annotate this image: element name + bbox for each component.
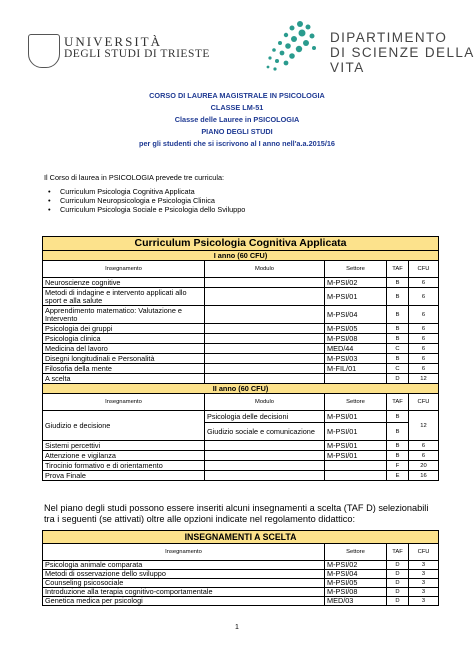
curricula-list (44, 187, 245, 214)
table-row (43, 441, 439, 451)
column-header-course: Insegnamento (43, 544, 325, 561)
taf-cell: B (387, 441, 409, 451)
module-cell (205, 334, 325, 344)
sector-cell: M-PSI/01 (325, 451, 387, 461)
module-cell (205, 461, 325, 471)
year1-title: I anno (60 CFU) (43, 251, 439, 261)
course-cell: Tirocinio formativo e di orientamento (43, 461, 205, 471)
course-cell: Metodi di osservazione dello sviluppo (43, 570, 325, 579)
sector-cell: M-PSI/01 (325, 411, 387, 423)
course-cell: Apprendimento matematico: Valutazione e Intervento (43, 306, 205, 324)
sector-cell: M-PSI/05 (325, 324, 387, 334)
cfu-cell: 6 (409, 441, 439, 451)
table-row (43, 334, 439, 344)
sector-cell: M-PSI/04 (325, 570, 387, 579)
taf-cell: B (387, 451, 409, 461)
course-cell: Psicologia animale comparata (43, 561, 325, 570)
course-cell: Prova Finale (43, 471, 205, 481)
table-row (43, 324, 439, 334)
table-row (43, 306, 439, 324)
university-name-line1: UNIVERSITÀ (64, 34, 162, 49)
year1-rows (43, 278, 439, 384)
taf-cell: D (387, 579, 409, 588)
cfu-cell: 6 (409, 334, 439, 344)
taf-cell: B (387, 334, 409, 344)
taf-cell: C (387, 364, 409, 374)
list-item: • Curriculum Neuropsicologia e Psicologia Clinica (44, 196, 245, 205)
module-cell (205, 354, 325, 364)
table-row (43, 411, 439, 423)
column-header-course: Insegnamento (43, 261, 205, 278)
column-header-taf: TAF (387, 394, 409, 411)
sector-cell: M-PSI/01 (325, 441, 387, 451)
title-class: CLASSE LM-51 (210, 103, 264, 112)
module-cell (205, 324, 325, 334)
sector-cell: M-PSI/08 (325, 588, 387, 597)
taf-cell: F (387, 461, 409, 471)
module-cell: Giudizio sociale e comunicazione (205, 423, 325, 441)
column-header-course: Insegnamento (43, 394, 205, 411)
module-cell (205, 374, 325, 384)
title-class-description: Classe delle Lauree in PSICOLOGIA (174, 115, 300, 124)
course-cell: Genetica medica per psicologi (43, 597, 325, 606)
taf-cell: B (387, 278, 409, 288)
sector-cell (325, 374, 387, 384)
course-cell: Attenzione e vigilanza (43, 451, 205, 461)
table-header-row (43, 544, 439, 561)
column-header-taf: TAF (387, 544, 409, 561)
module-cell: Psicologia delle decisioni (205, 411, 325, 423)
cfu-cell: 3 (409, 570, 439, 579)
university-crest-logo (28, 34, 60, 68)
cfu-cell: 6 (409, 278, 439, 288)
cfu-cell: 12 (409, 374, 439, 384)
study-plan-table (42, 236, 439, 481)
cfu-cell: 6 (409, 451, 439, 461)
table-row (43, 364, 439, 374)
module-cell (205, 471, 325, 481)
module-cell (205, 278, 325, 288)
cfu-cell: 6 (409, 288, 439, 306)
taf-cell: D (387, 561, 409, 570)
column-header-cfu: CFU (409, 544, 439, 561)
taf-cell: B (387, 354, 409, 364)
sector-cell: M-PSI/03 (325, 354, 387, 364)
sector-cell: M-FIL/01 (325, 364, 387, 374)
column-header-module: Modulo (205, 394, 325, 411)
electives-note: Nel piano degli studi possono essere inseriti alcuni insegnamenti a scelta (TAF D) selezionabili tra i seguenti (se attivati) oltre alle opzioni indicate nel regolamento didattico: (44, 503, 429, 524)
cfu-cell: 6 (409, 364, 439, 374)
sector-cell: M-PSI/01 (325, 288, 387, 306)
module-cell (205, 451, 325, 461)
sector-cell (325, 461, 387, 471)
electives-title: INSEGNAMENTI A SCELTA (43, 531, 439, 544)
course-cell: Introduzione alla terapia cognitivo-comportamentale (43, 588, 325, 597)
taf-cell: C (387, 344, 409, 354)
table-row (43, 288, 439, 306)
course-cell: A scelta (43, 374, 205, 384)
module-cell (205, 288, 325, 306)
sector-cell: MED/03 (325, 597, 387, 606)
department-name-line1: DIPARTIMENTO (330, 30, 448, 45)
course-cell: Medicina del lavoro (43, 344, 205, 354)
department-logo-mark (262, 18, 322, 74)
department-name (330, 30, 474, 75)
table-header-row (43, 261, 439, 278)
sector-cell: M-PSI/01 (325, 423, 387, 441)
cfu-cell: 3 (409, 597, 439, 606)
course-cell: Filosofia della mente (43, 364, 205, 374)
list-item: • Curriculum Psicologia Cognitiva Applicata (44, 187, 245, 196)
year2-title: II anno (60 CFU) (43, 384, 439, 394)
column-header-sector: Settore (325, 544, 387, 561)
sector-cell: M-PSI/02 (325, 278, 387, 288)
group-course-cell: Giudizio e decisione (43, 411, 205, 441)
module-cell (205, 306, 325, 324)
page-number: 1 (235, 624, 239, 631)
column-header-sector: Settore (325, 394, 387, 411)
taf-cell: D (387, 588, 409, 597)
taf-cell: D (387, 597, 409, 606)
module-cell (205, 344, 325, 354)
module-cell (205, 441, 325, 451)
sector-cell: MED/44 (325, 344, 387, 354)
list-item: • Curriculum Psicologia Sociale e Psicologia dello Sviluppo (44, 205, 245, 214)
cfu-cell: 6 (409, 324, 439, 334)
sector-cell: M-PSI/02 (325, 561, 387, 570)
table-row (43, 461, 439, 471)
department-name-line2: DI SCIENZE DELLA VITA (330, 45, 474, 75)
university-name-line2: DEGLI STUDI DI TRIESTE (64, 48, 210, 60)
table-header-row (43, 394, 439, 411)
electives-table (42, 530, 439, 606)
column-header-sector: Settore (325, 261, 387, 278)
title-study-plan: PIANO DEGLI STUDI (201, 127, 273, 136)
title-course: CORSO DI LAUREA MAGISTRALE IN PSICOLOGIA (149, 91, 325, 100)
title-academic-year: per gli studenti che si iscrivono al I anno nell'a.a.2015/16 (139, 139, 335, 148)
course-cell: Sistemi percettivi (43, 441, 205, 451)
group-cfu-cell: 12 (409, 411, 439, 441)
table-row (43, 374, 439, 384)
table-row (43, 471, 439, 481)
column-header-module: Modulo (205, 261, 325, 278)
taf-cell: D (387, 374, 409, 384)
cfu-cell: 6 (409, 306, 439, 324)
taf-cell: B (387, 306, 409, 324)
university-name (64, 35, 210, 61)
cfu-cell: 3 (409, 588, 439, 597)
column-header-cfu: CFU (409, 261, 439, 278)
table-row (43, 278, 439, 288)
course-cell: Psicologia clinica (43, 334, 205, 344)
cfu-cell: 6 (409, 354, 439, 364)
column-header-cfu: CFU (409, 394, 439, 411)
cfu-cell: 16 (409, 471, 439, 481)
course-cell: Metodi di indagine e intervento applicati allo sport e alla salute (43, 288, 205, 306)
table-row (43, 579, 439, 588)
sector-cell: M-PSI/04 (325, 306, 387, 324)
year2-rows (43, 441, 439, 481)
table-row (43, 597, 439, 606)
taf-cell: B (387, 423, 409, 441)
taf-cell: D (387, 570, 409, 579)
sector-cell (325, 471, 387, 481)
course-cell: Psicologia dei gruppi (43, 324, 205, 334)
cfu-cell: 3 (409, 579, 439, 588)
module-cell (205, 364, 325, 374)
intro-text: Il Corso di laurea in PSICOLOGIA prevede tre curricula: (44, 173, 225, 182)
table-row (43, 354, 439, 364)
cfu-cell: 3 (409, 561, 439, 570)
elective-rows (43, 561, 439, 606)
course-cell: Counseling psicosociale (43, 579, 325, 588)
course-cell: Neuroscienze cognitive (43, 278, 205, 288)
table-row (43, 451, 439, 461)
table-row (43, 561, 439, 570)
table-row (43, 588, 439, 597)
column-header-taf: TAF (387, 261, 409, 278)
curriculum-title: Curriculum Psicologia Cognitiva Applicata (43, 237, 439, 251)
table-row (43, 570, 439, 579)
cfu-cell: 6 (409, 344, 439, 354)
sector-cell: M-PSI/08 (325, 334, 387, 344)
taf-cell: B (387, 324, 409, 334)
taf-cell: B (387, 411, 409, 423)
sector-cell: M-PSI/05 (325, 579, 387, 588)
table-row (43, 344, 439, 354)
course-cell: Disegni longitudinali e Personalità (43, 354, 205, 364)
taf-cell: B (387, 288, 409, 306)
cfu-cell: 20 (409, 461, 439, 471)
taf-cell: E (387, 471, 409, 481)
